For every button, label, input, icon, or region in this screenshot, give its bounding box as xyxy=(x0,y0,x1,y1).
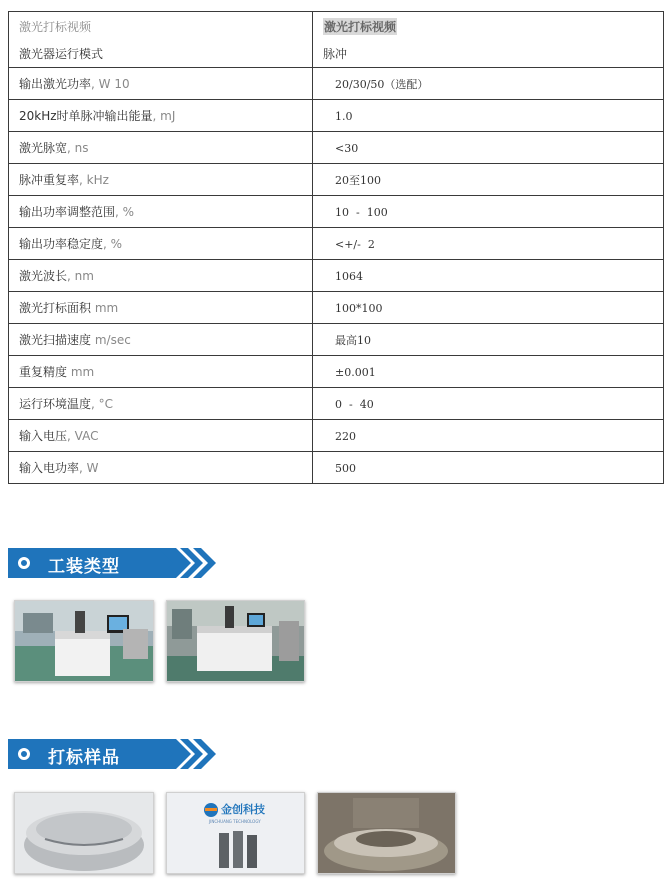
spec-header-row xyxy=(9,12,664,68)
spec-param-cell xyxy=(9,356,313,388)
spec-value-cell xyxy=(313,100,664,132)
spec-value-cell xyxy=(313,420,664,452)
spec-param-name: 输出激光功率 xyxy=(19,77,92,91)
mode-label: 激光器运行模式 xyxy=(19,46,104,61)
spec-param-unit: , mJ xyxy=(152,109,176,123)
spec-value: <+/- 2 xyxy=(335,237,375,251)
spec-param-cell xyxy=(9,420,313,452)
spec-param-unit: mm xyxy=(91,301,119,315)
spec-param-cell xyxy=(9,68,313,100)
spec-header-left xyxy=(9,12,313,68)
spec-param-name: 激光打标面积 xyxy=(19,301,92,315)
bullet-icon xyxy=(18,557,30,569)
spec-value-cell xyxy=(313,260,664,292)
spec-param-unit: , °C xyxy=(91,397,114,411)
tooling-photo-1 xyxy=(14,600,154,682)
spec-value: 220 xyxy=(335,429,356,443)
spec-param-name: 输入电压 xyxy=(19,429,68,443)
spec-row xyxy=(9,324,664,356)
spec-value: 100*100 xyxy=(335,301,383,315)
spec-param-name: 激光波长 xyxy=(19,269,68,283)
tooling-section-title: 工装类型 xyxy=(48,557,120,577)
spec-table xyxy=(8,11,664,484)
spec-param-unit: , VAC xyxy=(67,429,99,443)
logo-text: 金创科技 xyxy=(221,803,265,816)
samples-section-title: 打标样品 xyxy=(48,748,120,768)
spec-header-right xyxy=(313,12,664,68)
spec-row xyxy=(9,356,664,388)
spec-param-name: 输出功率调整范围 xyxy=(19,205,116,219)
spec-param-name: 激光扫描速度 xyxy=(19,333,92,347)
sample-photo-1 xyxy=(14,792,154,874)
spec-row xyxy=(9,420,664,452)
bullet-icon xyxy=(18,748,30,760)
spec-param-name: 激光脉宽 xyxy=(19,141,68,155)
spec-value: 最高10 xyxy=(335,333,371,347)
spec-row xyxy=(9,100,664,132)
spec-param-unit: , nm xyxy=(67,269,94,283)
spec-row xyxy=(9,164,664,196)
tooling-section-banner xyxy=(8,548,223,578)
spec-param-name: 运行环境温度 xyxy=(19,397,92,411)
samples-section-banner xyxy=(8,739,223,769)
spec-row xyxy=(9,68,664,100)
spec-param-cell xyxy=(9,292,313,324)
spec-value-cell xyxy=(313,228,664,260)
video-link-label[interactable]: 激光打标视频 xyxy=(19,19,92,34)
spec-param-cell xyxy=(9,228,313,260)
spec-value-cell xyxy=(313,292,664,324)
sample-photo-2 xyxy=(166,792,305,874)
tooling-photo-2 xyxy=(166,600,305,682)
spec-row xyxy=(9,292,664,324)
spec-value-cell xyxy=(313,196,664,228)
spec-param-unit: , ns xyxy=(67,141,89,155)
spec-param-name: 输出功率稳定度 xyxy=(19,237,104,251)
spec-param-cell xyxy=(9,452,313,484)
spec-param-name: 输入电功率 xyxy=(19,461,80,475)
spec-param-unit: , W xyxy=(79,461,99,475)
spec-param-unit: , % xyxy=(103,237,123,251)
spec-param-unit: , kHz xyxy=(79,173,109,187)
spec-param-unit: , W 10 xyxy=(91,77,130,91)
spec-value: ±0.001 xyxy=(335,365,376,379)
spec-param-unit: , % xyxy=(115,205,135,219)
spec-value: 1.0 xyxy=(335,109,353,123)
spec-row xyxy=(9,388,664,420)
spec-param-cell xyxy=(9,260,313,292)
spec-param-unit: mm xyxy=(67,365,95,379)
spec-body xyxy=(9,68,664,484)
spec-param-unit: m/sec xyxy=(91,333,131,347)
spec-value-cell xyxy=(313,356,664,388)
spec-param-name: 重复精度 xyxy=(19,365,68,379)
spec-value-cell xyxy=(313,164,664,196)
spec-value-cell xyxy=(313,388,664,420)
chevrons-icon xyxy=(158,548,226,578)
spec-value-cell xyxy=(313,324,664,356)
spec-param-cell xyxy=(9,132,313,164)
spec-row xyxy=(9,260,664,292)
spec-value-cell xyxy=(313,452,664,484)
spec-param-name: 脉冲重复率 xyxy=(19,173,80,187)
spec-value: 20至100 xyxy=(335,173,381,187)
spec-value: 1064 xyxy=(335,269,363,283)
spec-row xyxy=(9,132,664,164)
spec-param-cell xyxy=(9,324,313,356)
spec-value-cell xyxy=(313,68,664,100)
logo-subtext: JINCHUANG TECHNOLOGY xyxy=(209,819,261,824)
spec-row xyxy=(9,228,664,260)
mode-value: 脉冲 xyxy=(323,46,348,61)
spec-param-name: 20kHz时单脉冲输出能量 xyxy=(19,109,153,123)
spec-param-cell xyxy=(9,100,313,132)
spec-param-cell xyxy=(9,164,313,196)
spec-row xyxy=(9,196,664,228)
spec-row xyxy=(9,452,664,484)
spec-param-cell xyxy=(9,388,313,420)
spec-value: 0 - 40 xyxy=(335,397,374,411)
spec-value: 500 xyxy=(335,461,356,475)
spec-value: 10 - 100 xyxy=(335,205,388,219)
sample-photo-3 xyxy=(317,792,456,874)
spec-value-cell xyxy=(313,132,664,164)
video-badge[interactable]: 激光打标视频 xyxy=(324,19,397,34)
chevrons-icon xyxy=(158,739,226,769)
spec-param-cell xyxy=(9,196,313,228)
spec-value: <30 xyxy=(335,141,359,155)
spec-value: 20/30/50（选配） xyxy=(335,77,429,91)
